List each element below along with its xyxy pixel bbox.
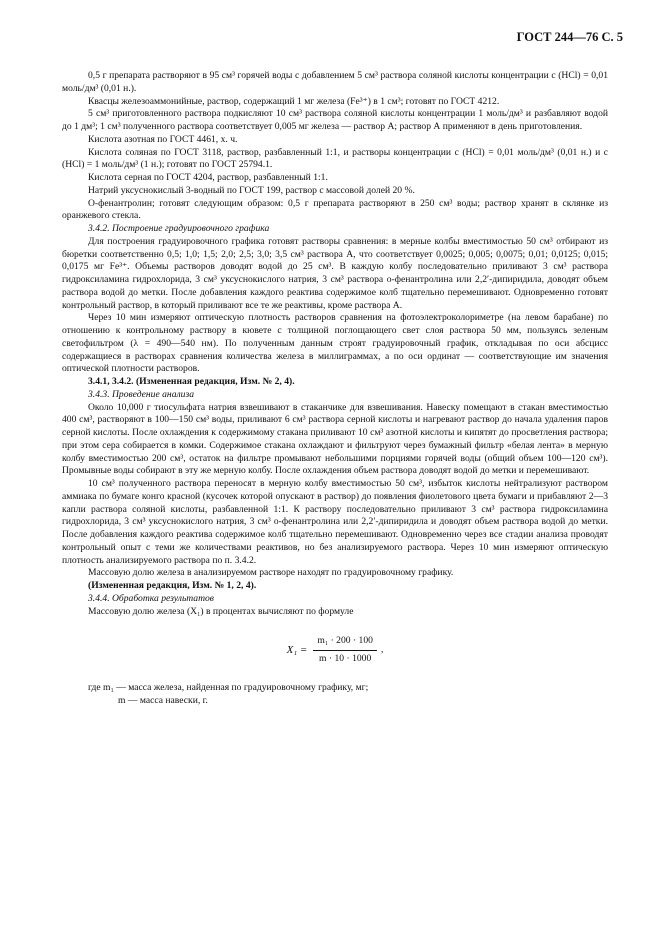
paragraph: Через 10 мин измеряют оптическую плотность растворов сравнения на фотоэлектроколориметре (на левом барабане) по отношению к контрольному раствору в кювете с толщиной поглощающего свет слоя раствора 50 мм, пользуясь зеленым светофильтром (λ = 490—540 нм). По полученным данным строят градуировочный график, откладывая по оси абсцисс содержащиеся в растворах сравнения количества железа в миллиграммах, а по оси ординат — соответствующие им значения оптической плотности растворов.	[62, 312, 608, 375]
paragraph: Кислота серная по ГОСТ 4204, раствор, разбавленный 1:1.	[88, 172, 328, 183]
paragraph: 5 см³ приготовленного раствора подкисляют 10 см³ раствора соляной кислоты концентрации 1 моль/дм³ и разбавляют водой до 1 дм³; 1 см³ полученного раствора соответствует 0,005 мг железа — раствор А; раствор А применяют в день приготовления.	[62, 108, 608, 132]
paragraph: Кислота соляная по ГОСТ 3118, раствор, разбавленный 1:1, и растворы концентрации с (HCl) = 0,01 моль/дм³ (0,01 н.) и с (HCl) = 1 моль/дм³ (1 н.); готовят по ГОСТ 25794.1.	[62, 146, 608, 171]
section-heading: 3.4.2. Построение градуировочного графика	[88, 223, 270, 234]
paragraph: 0,5 г препарата растворяют в 95 см³ горячей воды с добавлением 5 см³ раствора соляной кислоты концентрации с (HCl) = 0,01 моль/дм³ (0,01 н.).	[62, 70, 608, 94]
paragraph: Массовую долю железа (X₁) в процентах вычисляют по формуле	[88, 605, 354, 617]
paragraph: Квасцы железоаммонийные, раствор, содержащий 1 мг железа (Fe³⁺) в 1 см³; готовят по ГОСТ 4212.	[88, 95, 500, 107]
paragraph: 10 см³ полученного раствора переносят в мерную колбу вместимостью 50 см³, избыток кислоты нейтрализуют раствором аммиака по бумаге конго красной (кусочек которой опускают в раствор) до появления фиолетового цвета бумаги и прибавляют 2—3 капли раствора соляной кислоты, разбавленной 1:1. К раствору последовательно приливают 3 см³ раствора гидроксиламина гидрохлорида, 3 см³ уксуснокислого натрия, 3 см³ о-фенантролина или 2,2′-дипиридила и доводят объем раствора водой до метки. После добавления каждого реактива содержимое колб тщательно перемешивают. Одновременно через все стадии анализа проводят контрольный опыт с теми же количествами реактивов, но без анализируемого раствора. Через 10 мин измеряют оптическую плотность анализируемого раствора по п. 3.4.2.	[62, 478, 608, 566]
paragraph: Массовую долю железа в анализируемом растворе находят по градуировочному графику.	[88, 567, 454, 579]
page-header: ГОСТ 244—76 С. 5	[516, 30, 623, 44]
definition: m — масса навески, г.	[118, 695, 208, 706]
formula-denominator: m · 10 · 1000	[319, 652, 372, 664]
formula-numerator: m₁ · 200 · 100	[313, 635, 377, 651]
paragraph: О-фенантролин; готовят следующим образом: 0,5 г препарата растворяют в 250 см³ воды; раствор хранят в склянке из оранжевого стекла.	[62, 197, 608, 222]
amendment-note: (Измененная редакция, Изм. № 1, 2, 4).	[88, 580, 257, 591]
formula	[62, 628, 608, 672]
section-heading: 3.4.3. Проведение анализа	[88, 388, 195, 400]
document-body	[62, 70, 608, 708]
definition: где m₁ — масса железа, найденная по градуировочному графику, мг;	[88, 682, 369, 694]
paragraph: Натрий уксуснокислый 3-водный по ГОСТ 199, раствор с массовой долей 20 %.	[88, 184, 415, 196]
paragraph: Кислота азотная по ГОСТ 4461, х. ч.	[88, 133, 238, 145]
formula-fraction	[313, 635, 377, 666]
amendment-note: 3.4.1, 3.4.2. (Измененная редакция, Изм. № 2, 4).	[88, 376, 295, 387]
formula-lhs: X₁ =	[286, 643, 308, 656]
section-heading: 3.4.4. Обработка результатов	[88, 592, 214, 604]
paragraph: Около 10,000 г тиосульфата натрия взвешивают в стаканчике для взвешивания. Навеску помещают в стакан вместимостью 400 см³, растворяют в 100—150 см³ воды, приливают 6 см³ раствора серной кислоты и нагревают раствор до начала удаления паров серной кислоты. После охлаждения к содержимому стакана приливают 10 см³ азотной кислоты и кипятят до просветления раствора; при этом сера собирается в комки. Содержимое стакана охлаждают и фильтруют через бумажный фильтр «белая лента» в мерную колбу вместимостью 200 см³, остаток на фильтре промывают небольшими порциями горячей воды (общий объем 100—120 см³). Промывные воды собирают в эту же мерную колбу. После охлаждения объем раствора доводят водой до метки и перемешивают.	[62, 401, 608, 477]
paragraph: Для построения градуировочного графика готовят растворы сравнения: в мерные колбы вместимостью 50 см³ отбирают из бюретки соответственно 0,5; 1,0; 1,5; 2,0; 2,5; 3,0; 3,5 см³ раствора А, что соответствует 0,0025; 0,005; 0,0075; 0,01; 0,0125; 0,015; 0,0175 мг Fe³⁺. Объемы растворов доводят водой до 25 см³. В каждую колбу последовательно приливают 3 см³ раствора гидроксиламина гидрохлорида, 3 см³ уксуснокислого натрия, 3 см³ раствора о-фенантролина или 2,2′-дипиридила, доводят объем раствора водой до метки. После добавления каждого реактива содержимое колб тщательно перемешивают. Одновременно готовят контрольный раствор, в который приливают все те же реактивы, кроме раствора А.	[62, 235, 608, 311]
formula-tail: ,	[380, 643, 384, 655]
